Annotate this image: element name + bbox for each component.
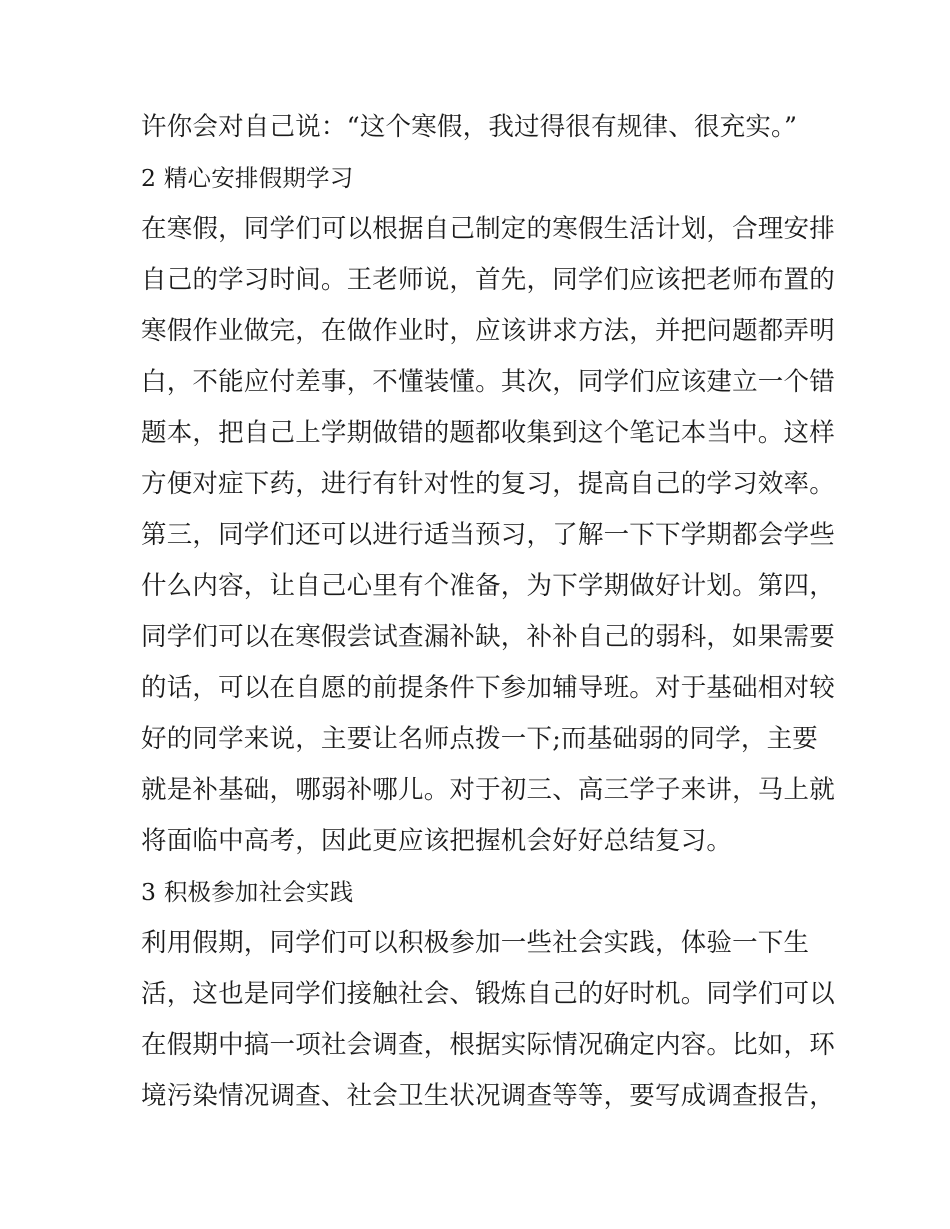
text-line: 许你会对自己说：“这个寒假，我过得很有规律、很充实。”: [141, 112, 798, 142]
text-line: 好的同学来说，主要让名师点拨一下;而基础弱的同学，主要: [141, 724, 818, 754]
text-line: 白，不能应付差事，不懂装懂。其次，同学们应该建立一个错: [141, 367, 835, 397]
text-line: 将面临中高考，因此更应该把握机会好好总结复习。: [141, 826, 733, 856]
text-line: 在假期中搞一项社会调查，根据实际情况确定内容。比如，环: [141, 1030, 835, 1060]
text-line: 第三，同学们还可以进行适当预习，了解一下下学期都会学些: [141, 520, 835, 550]
text-line: 就是补基础，哪弱补哪儿。对于初三、高三学子来讲，马上就: [141, 775, 835, 805]
text-line: 的话，可以在自愿的前提条件下参加辅导班。对于基础相对较: [141, 673, 835, 703]
text-line: 活，这也是同学们接触社会、锻炼自己的好时机。同学们可以: [141, 979, 835, 1009]
text-line: 方便对症下药，进行有针对性的复习，提高自己的学习效率。: [141, 469, 835, 499]
text-line: 什么内容，让自己心里有个准备，为下学期做好计划。第四，: [141, 571, 835, 601]
text-line: 境污染情况调查、社会卫生状况调查等等，要写成调查报告，: [141, 1081, 835, 1111]
text-line: 自己的学习时间。王老师说，首先，同学们应该把老师布置的: [141, 265, 835, 295]
text-line: 在寒假，同学们可以根据自己制定的寒假生活计划，合理安排: [141, 214, 835, 244]
text-line: 同学们可以在寒假尝试查漏补缺，补补自己的弱科，如果需要: [141, 622, 835, 652]
section-heading-3: 3 积极参加社会实践: [141, 878, 354, 906]
section-heading-2: 2 精心安排假期学习: [141, 164, 354, 192]
document-body: [141, 102, 835, 1122]
text-line: 利用假期，同学们可以积极参加一些社会实践，体验一下生: [141, 928, 810, 958]
text-line: 寒假作业做完，在做作业时，应该讲求方法，并把问题都弄明: [141, 316, 835, 346]
text-line: 题本，把自己上学期做错的题都收集到这个笔记本当中。这样: [141, 418, 835, 448]
